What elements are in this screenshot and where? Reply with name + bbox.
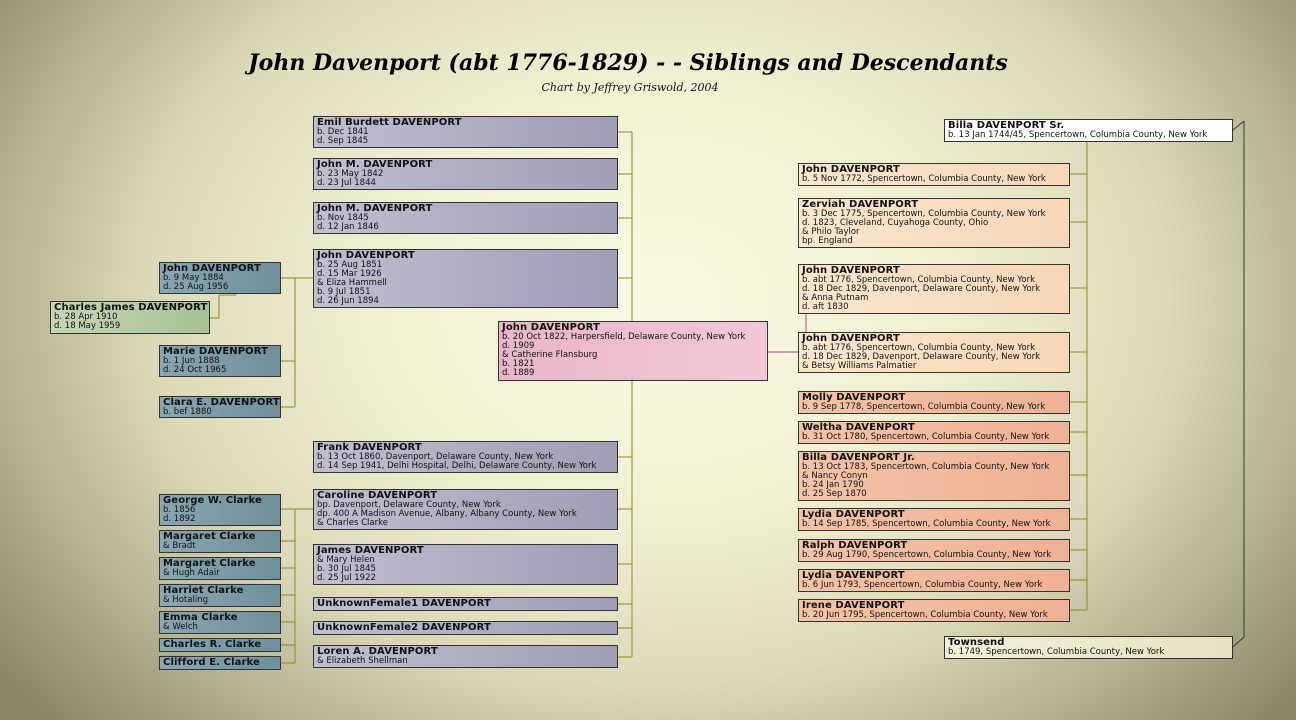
person-name: Caroline DAVENPORT [317,490,438,501]
person-detail: d. 23 Jul 1844 [317,178,376,188]
person-detail: d. 18 May 1959 [54,321,121,331]
person-detail: bp. England [802,236,853,246]
person-detail: b. Nov 1845 [317,213,369,223]
person-detail: d. 1889 [502,368,535,378]
person-name: John DAVENPORT [802,164,900,175]
person-box-john76b[interactable] [798,332,1070,373]
person-name: Zerviah DAVENPORT [802,199,919,210]
person-detail: b. 1749, Spencertown, Columbia County, New York [948,647,1165,657]
person-name: Charles James DAVENPORT [54,302,208,313]
person-name: John DAVENPORT [163,263,261,274]
person-box-john72[interactable] [798,163,1070,186]
person-name: Molly DAVENPORT [802,392,906,403]
person-detail: b. 20 Oct 1822, Harpersfield, Delaware County, New York [502,332,746,342]
person-box-john22[interactable] [498,321,768,381]
person-detail: & Mary Helen [317,555,375,565]
person-name: John DAVENPORT [317,250,415,261]
person-box-johnm2[interactable] [313,202,618,234]
person-box-weltha[interactable] [798,421,1070,444]
person-box-james[interactable] [313,544,618,585]
marriage-link-line [1233,121,1244,130]
person-name: John M. DAVENPORT [317,159,433,170]
person-box-unk2[interactable] [313,621,618,635]
person-box-margaret1[interactable] [159,530,281,553]
person-name: Margaret Clarke [163,558,256,569]
person-detail: b. 1856 [163,505,196,515]
person-detail: d. aft 1830 [802,302,849,312]
person-detail: & Welch [163,622,198,632]
person-detail: b. 20 Jun 1795, Spencertown, Columbia County, New York [802,610,1048,620]
person-name: Frank DAVENPORT [317,442,422,453]
person-detail: b. 29 Aug 1790, Spencertown, Columbia County, New York [802,550,1052,560]
person-detail: b. bef 1880 [163,407,212,417]
person-detail: b. 13 Oct 1783, Spencertown, Columbia County, New York [802,462,1050,472]
person-detail: b. 30 Jul 1845 [317,564,376,574]
person-detail: b. 9 Sep 1778, Spencertown, Columbia County, New York [802,402,1046,412]
person-detail: d. 14 Sep 1941, Delhi Hospital, Delhi, Delaware County, New York [317,461,597,471]
person-detail: & Nancy Conyn [802,471,868,481]
person-detail: b. 24 Jan 1790 [802,480,864,490]
person-detail: d. 26 Jun 1894 [317,296,379,306]
person-detail: b. 9 Jul 1851 [317,287,371,297]
person-detail: d. 1909 [502,341,535,351]
person-name: Margaret Clarke [163,531,256,542]
person-detail: d. 1823, Cleveland, Cuyahoga County, Ohio [802,218,989,228]
person-detail: d. 12 Jan 1846 [317,222,379,232]
person-name: Charles R. Clarke [163,639,262,650]
person-box-john84[interactable] [159,262,281,294]
person-name: UnknownFemale1 DAVENPORT [317,598,491,609]
person-detail: d. 25 Aug 1956 [163,282,229,292]
person-detail: & Hotaling [163,595,208,605]
person-box-caroline[interactable] [313,489,618,530]
person-detail: d. 24 Oct 1965 [163,365,227,375]
person-detail: & Hugh Adair [163,568,220,578]
person-detail: & Philo Taylor [802,227,860,237]
person-box-george[interactable] [159,494,281,526]
person-name: Ralph DAVENPORT [802,540,908,551]
person-box-john51[interactable] [313,249,618,308]
person-detail: & Anna Putnam [802,293,869,303]
person-detail: b. 14 Sep 1785, Spencertown, Columbia County, New York [802,519,1051,529]
person-detail: b. 9 May 1884 [163,273,224,283]
person-box-frank[interactable] [313,441,618,473]
person-box-charlesj[interactable] [50,301,210,334]
person-detail: b. Dec 1841 [317,127,369,137]
person-detail: b. 13 Oct 1860, Davenport, Delaware County, New York [317,452,554,462]
person-box-johnm1[interactable] [313,158,618,190]
person-box-townsend[interactable] [944,636,1233,659]
person-name: Billa DAVENPORT Sr. [948,120,1065,131]
person-name: Loren A. DAVENPORT [317,646,438,657]
person-detail: & Bradt [163,541,196,551]
person-detail: & Charles Clarke [317,518,388,528]
person-detail: b. 31 Oct 1780, Spencertown, Columbia County, New York [802,432,1050,442]
person-detail: & Elizabeth Shellman [317,656,408,666]
person-name: John DAVENPORT [502,322,600,333]
person-detail: d. 25 Sep 1870 [802,489,867,499]
person-box-zerviah[interactable] [798,198,1070,248]
person-detail: d. 18 Dec 1829, Davenport, Delaware County, New York [802,284,1041,294]
person-name: Townsend [948,637,1005,648]
person-name: UnknownFemale2 DAVENPORT [317,622,491,633]
person-box-clifford[interactable] [159,656,281,670]
person-detail: b. 1821 [502,359,535,369]
person-detail: d. Sep 1845 [317,136,369,146]
person-box-john76a[interactable] [798,264,1070,314]
person-detail: dp. 400 A Madison Avenue, Albany, Albany County, New York [317,509,577,519]
person-box-emil[interactable] [313,116,618,148]
person-detail: d. 15 Mar 1926 [317,269,382,279]
person-box-harriet[interactable] [159,584,281,607]
person-box-ralph[interactable] [798,539,1070,562]
person-box-margaret2[interactable] [159,557,281,580]
person-box-loren[interactable] [313,645,618,668]
person-name: Weltha DAVENPORT [802,422,915,433]
person-detail: d. 25 Jul 1922 [317,573,376,583]
person-box-lydia1[interactable] [798,508,1070,531]
person-detail: b. abt 1776, Spencertown, Columbia County, New York [802,343,1035,353]
person-name: Irene DAVENPORT [802,600,905,611]
person-detail: b. 23 May 1842 [317,169,384,179]
person-box-billa_sr[interactable] [944,119,1233,142]
person-detail: b. 5 Nov 1772, Spencertown, Columbia County, New York [802,174,1046,184]
person-detail: & Eliza Hammell [317,278,387,288]
person-box-unk1[interactable] [313,597,618,611]
person-name: George W. Clarke [163,495,262,506]
chart-subtitle: Chart by Jeffrey Griswold, 2004 [541,81,719,94]
person-box-charlesr[interactable] [159,638,281,652]
person-name: John DAVENPORT [802,333,900,344]
person-detail: & Catherine Flansburg [502,350,598,360]
person-name: James DAVENPORT [317,545,424,556]
marriage-link-line [1233,637,1244,647]
person-box-marie[interactable] [159,345,281,377]
person-name: John DAVENPORT [802,265,900,276]
person-name: Lydia DAVENPORT [802,509,905,520]
person-detail: b. 13 Jan 1744/45, Spencertown, Columbia County, New York [948,130,1208,140]
person-box-emma[interactable] [159,611,281,634]
person-detail: b. abt 1776, Spencertown, Columbia County, New York [802,275,1035,285]
person-name: Clifford E. Clarke [163,657,260,668]
person-detail: b. 6 Jun 1793, Spencertown, Columbia County, New York [802,580,1043,590]
person-detail: d. 1892 [163,514,196,524]
person-box-clara[interactable] [159,396,281,418]
person-detail: d. 18 Dec 1829, Davenport, Delaware County, New York [802,352,1041,362]
person-box-lydia2[interactable] [798,569,1070,592]
person-name: Billa DAVENPORT Jr. [802,452,915,463]
person-detail: b. 28 Apr 1910 [54,312,118,322]
chart-title: John Davenport (abt 1776-1829) - - Siblings and Descendants [248,50,1008,76]
person-name: Clara E. DAVENPORT [163,397,280,408]
person-box-molly[interactable] [798,391,1070,414]
person-box-irene[interactable] [798,599,1070,622]
person-box-billa_jr[interactable] [798,451,1070,501]
person-name: Marie DAVENPORT [163,346,269,357]
person-name: Emil Burdett DAVENPORT [317,117,462,128]
person-detail: bp. Davenport, Delaware County, New York [317,500,501,510]
person-name: Harriet Clarke [163,585,244,596]
person-name: John M. DAVENPORT [317,203,433,214]
person-detail: b. 25 Aug 1851 [317,260,383,270]
person-name: Lydia DAVENPORT [802,570,905,581]
person-detail: b. 1 Jun 1888 [163,356,220,366]
person-detail: b. 3 Dec 1775, Spencertown, Columbia County, New York [802,209,1046,219]
person-detail: & Betsy Williams Palmatier [802,361,917,371]
person-name: Emma Clarke [163,612,238,623]
